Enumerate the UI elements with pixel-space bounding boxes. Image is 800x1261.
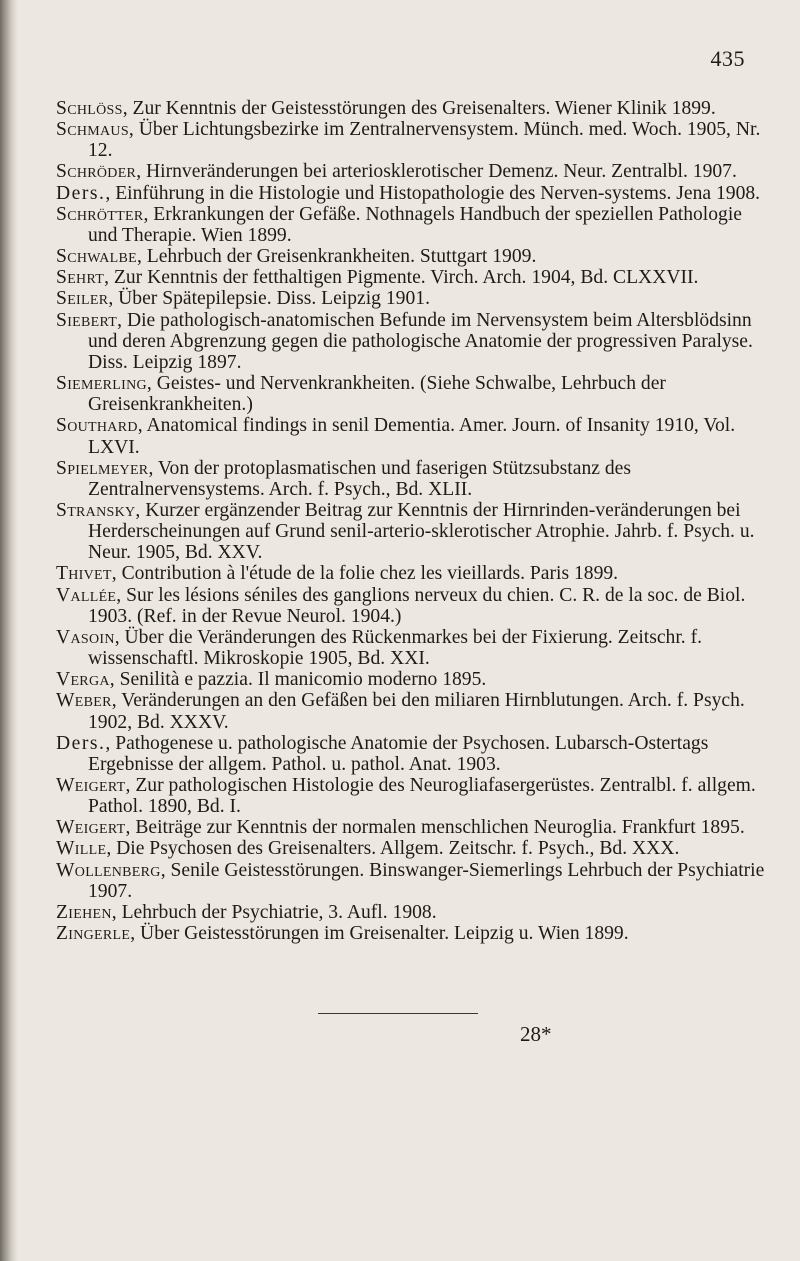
entry-text: , Erkrankungen der Gefäße. Nothnagels Handbuch der speziellen Pathologie und Therapie. Wien 1899.	[88, 203, 742, 246]
entry-text: , Lehrbuch der Psychiatrie, 3. Aufl. 1908.	[111, 901, 437, 923]
entry-text: , Zur Kenntnis der fetthaltigen Pigmente. Virch. Arch. 1904, Bd. CLXXVII.	[104, 267, 699, 289]
entry-author: Southard	[56, 415, 138, 437]
entry-author: Ders.	[56, 182, 106, 204]
bibliography-entry	[56, 585, 772, 627]
entry-text: , Zur pathologischen Histologie des Neurogliafasergerüstes. Zentralbl. f. allgem. Pathol. 1890, Bd. I.	[88, 775, 756, 818]
bibliography-entry	[56, 838, 772, 859]
footer-rule	[318, 1013, 478, 1014]
entry-author: Stransky	[56, 499, 136, 521]
entry-text: , Einführung in die Histologie und Histopathologie des Nerven-systems. Jena 1908.	[105, 182, 761, 204]
bibliography-entry	[56, 161, 772, 182]
entry-author: Weigert	[56, 775, 126, 796]
bibliography-entry	[56, 98, 772, 119]
bibliography-entry	[56, 733, 772, 775]
bibliography-entry	[56, 204, 772, 246]
bibliography-list	[56, 98, 772, 944]
bibliography-entry	[56, 817, 772, 838]
entry-text: , Über Lichtungsbezirke im Zentralnervensystem. Münch. med. Woch. 1905, Nr. 12.	[88, 119, 761, 162]
entry-author: Verga	[56, 669, 110, 691]
entry-text: , Zur Kenntnis der Geistesstörungen des Greisenalters. Wiener Klinik 1899.	[122, 98, 716, 119]
bibliography-entry	[56, 775, 772, 817]
bibliography-entry	[56, 458, 772, 500]
entry-author: Ziehen	[56, 901, 112, 923]
entry-text: , Lehrbuch der Greisenkrankheiten. Stuttgart 1909.	[136, 246, 537, 268]
entry-author: Vasoin	[56, 626, 115, 648]
entry-text: , Über Spätepilepsie. Diss. Leipzig 1901.	[108, 288, 430, 310]
bibliography-entry	[56, 183, 772, 204]
entry-author: Schwalbe	[56, 246, 137, 268]
entry-text: , Veränderungen an den Gefäßen bei den miliaren Hirnblutungen. Arch. f. Psych. 1902, Bd. XXXV.	[88, 690, 745, 733]
entry-text: , Anatomical findings in senil Dementia. Amer. Journ. of Insanity 1910, Vol. LXVI.	[88, 415, 736, 458]
entry-text: , Über Geistesstörungen im Greisenalter. Leipzig u. Wien 1899.	[130, 923, 629, 945]
bibliography-entry	[56, 902, 772, 923]
bibliography-entry	[56, 288, 772, 309]
entry-text: , Die pathologisch-anatomischen Befunde im Nervensystem beim Altersblödsinn und deren Abgrenzung gegen die pathologische Anatomie der progressiven Paralyse. Diss. Leipzig 1897.	[88, 309, 753, 373]
entry-text: , Über die Veränderungen des Rückenmarkes bei der Fixierung. Zeitschr. f. wissenschaftl. Mikroskopie 1905, Bd. XXI.	[88, 626, 703, 670]
bibliography-entry	[56, 563, 772, 584]
bibliography-entry	[56, 690, 772, 732]
bibliography-entry	[56, 267, 772, 288]
bibliography-entry	[56, 860, 772, 902]
entry-author: Siebert	[56, 309, 118, 331]
bibliography-entry	[56, 669, 772, 690]
entry-author: Spielmeyer	[56, 457, 149, 479]
bibliography-entry	[56, 310, 772, 373]
entry-author: Seiler	[56, 288, 109, 310]
entry-author: Schröder	[56, 161, 137, 183]
entry-author: Weber	[56, 690, 112, 712]
entry-author: Vallée	[56, 584, 117, 606]
bibliography-entry	[56, 627, 772, 669]
entry-author: Weigert	[56, 817, 126, 839]
entry-author: Wollenberg	[56, 859, 161, 881]
page-number: 435	[710, 46, 745, 71]
bibliography-entry	[56, 923, 772, 944]
entry-text: , Die Psychosen des Greisenalters. Allgem. Zeitschr. f. Psych., Bd. XXX.	[106, 838, 680, 860]
bibliography-entry	[56, 246, 772, 267]
entry-text: , Beiträge zur Kenntnis der normalen menschlichen Neuroglia. Frankfurt 1895.	[125, 817, 745, 839]
entry-author: Sehrt	[56, 267, 105, 289]
bibliography-entry	[56, 500, 772, 563]
entry-text: , Contribution à l'étude de la folie chez les vieillards. Paris 1899.	[111, 563, 619, 585]
entry-text: , Kurzer ergänzender Beitrag zur Kenntnis der Hirnrinden-veränderungen bei Herderscheinungen auf Grund senil-arterio-sklerotischer Atrophie. Jahrb. f. Psych. u. Neur. 1905, Bd. XXV.	[88, 499, 755, 564]
entry-text: , Geistes- und Nervenkrankheiten. (Siehe Schwalbe, Lehrbuch der Greisenkrankheiten.)	[88, 373, 666, 416]
entry-text: , Sur les lésions séniles des ganglions nerveux du chien. C. R. de la soc. de Biol. 1903. (Ref. in der Revue Neurol. 1904.)	[88, 584, 746, 627]
binding-edge	[0, 0, 18, 1261]
bibliography-entry	[56, 373, 772, 415]
entry-author: Ders.	[56, 732, 106, 754]
entry-author: Schrötter	[56, 203, 144, 225]
entry-text: , Hirnveränderungen bei arteriosklerotischer Demenz. Neur. Zentralbl. 1907.	[136, 161, 737, 183]
entry-text: , Pathogenese u. pathologische Anatomie der Psychosen. Lubarsch-Ostertags Ergebnisse der allgem. Pathol. u. pathol. Anat. 1903.	[88, 732, 709, 775]
entry-author: Siemerling	[56, 373, 147, 395]
entry-author: Zingerle	[56, 923, 131, 945]
entry-author: Schmaus	[56, 119, 129, 141]
entry-author: Schlöss	[56, 98, 123, 119]
bibliography-entry	[56, 415, 772, 457]
entry-author: Wille	[56, 838, 107, 860]
entry-author: Thivet	[56, 563, 112, 585]
signature-mark: 28*	[520, 1022, 552, 1046]
bibliography-entry	[56, 119, 772, 161]
entry-text: , Senilità e pazzia. Il manicomio moderno 1895.	[109, 669, 487, 691]
entry-text: , Von der protoplasmatischen und faserigen Stützsubstanz des Zentralnervensystems. Arch. f. Psych., Bd. XLII.	[88, 457, 631, 500]
entry-text: , Senile Geistesstörungen. Binswanger-Siemerlings Lehrbuch der Psychiatrie 1907.	[88, 859, 765, 902]
